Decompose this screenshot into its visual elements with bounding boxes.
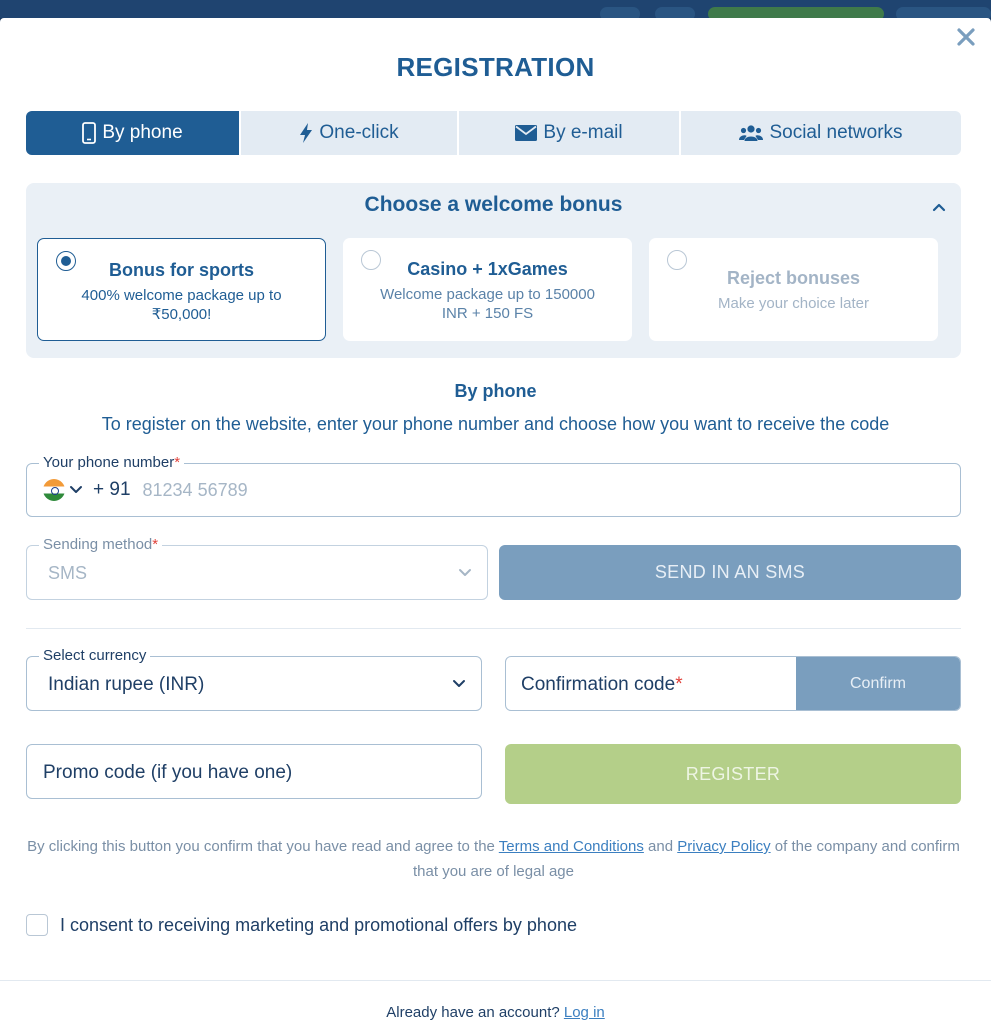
chevron-down-icon (69, 485, 83, 495)
terms-link[interactable]: Terms and Conditions (498, 838, 644, 855)
radio-button[interactable] (667, 250, 687, 270)
send-sms-button[interactable]: SEND IN AN SMS (499, 545, 961, 600)
field-label: Sending method* (39, 536, 162, 554)
confirm-button[interactable]: Confirm (796, 657, 960, 710)
bonus-option-reject[interactable] (649, 238, 938, 341)
welcome-bonus-panel (26, 183, 961, 358)
close-button[interactable] (953, 24, 979, 50)
field-label: Select currency (39, 647, 150, 665)
phone-icon (82, 122, 96, 144)
currency-value: Indian rupee (INR) (48, 674, 205, 695)
radio-button[interactable] (56, 251, 76, 271)
bonus-title: Choose a welcome bonus (364, 193, 623, 216)
marketing-consent (26, 914, 577, 936)
tab-by-phone[interactable] (26, 111, 241, 155)
bonus-option-desc: 400% welcome package up to ₹50,000! (81, 287, 282, 323)
bonus-option-title: Casino + 1xGames (407, 259, 568, 279)
divider (0, 980, 991, 981)
chevron-up-icon (929, 197, 949, 217)
page-title: REGISTRATION (396, 52, 595, 82)
tab-by-email[interactable] (459, 111, 681, 155)
sending-method-select[interactable] (26, 536, 488, 600)
login-prompt: Already have an account? Log in (386, 1004, 605, 1021)
tab-label: By e-mail (543, 122, 623, 143)
country-selector[interactable] (43, 479, 83, 501)
divider (26, 628, 961, 629)
lightning-icon (299, 122, 313, 144)
phone-input[interactable] (143, 480, 743, 501)
close-icon (956, 27, 976, 47)
bonus-option-title: Bonus for sports (108, 260, 254, 280)
section-subhead: By phone (454, 381, 537, 401)
india-flag-icon (43, 479, 65, 501)
consent-checkbox[interactable] (26, 914, 48, 936)
promo-code-field[interactable] (26, 744, 482, 799)
registration-tabs (26, 111, 961, 155)
bonus-option-desc: Make your choice later (718, 295, 869, 312)
registration-modal (0, 18, 991, 1024)
sending-method-value: SMS (48, 563, 88, 583)
tab-label: By phone (102, 122, 183, 143)
radio-button[interactable] (361, 250, 381, 270)
bonus-option-casino[interactable] (343, 238, 632, 341)
phone-field (26, 454, 961, 517)
bonus-option-sports[interactable] (37, 238, 326, 341)
users-icon (739, 124, 763, 142)
instructions-text: To register on the website, enter your phone number and choose how you want to receive the code (101, 414, 890, 434)
bonus-option-title: Reject bonuses (726, 268, 861, 288)
confirmation-code-field[interactable] (505, 656, 961, 711)
confirmation-code-placeholder: Confirmation code* (521, 674, 683, 695)
legal-text: By clicking this button you confirm that you have read and agree to the Terms and Conditions and Privacy Policy of the company and confirm that you are of legal age (27, 838, 960, 880)
envelope-icon (515, 125, 537, 141)
field-label: Your phone number* (39, 454, 184, 472)
login-link[interactable]: Log in (563, 1004, 605, 1021)
tab-label: Social networks (769, 122, 903, 143)
background-header (0, 0, 991, 18)
currency-select[interactable] (26, 647, 482, 711)
promo-code-placeholder: Promo code (if you have one) (43, 762, 293, 783)
chevron-down-icon (451, 675, 467, 691)
country-code: + 91 (93, 479, 131, 500)
tab-social-networks[interactable] (681, 111, 961, 155)
bonus-option-desc: Welcome package up to 150000 INR + 150 FS (380, 286, 595, 322)
tab-label: One-click (319, 122, 399, 143)
register-button[interactable]: REGISTER (505, 744, 961, 804)
chevron-down-icon (457, 564, 473, 580)
tab-one-click[interactable] (241, 111, 459, 155)
consent-label: I consent to receiving marketing and promotional offers by phone (60, 914, 577, 935)
privacy-link[interactable]: Privacy Policy (677, 838, 771, 855)
collapse-button[interactable] (929, 197, 949, 217)
